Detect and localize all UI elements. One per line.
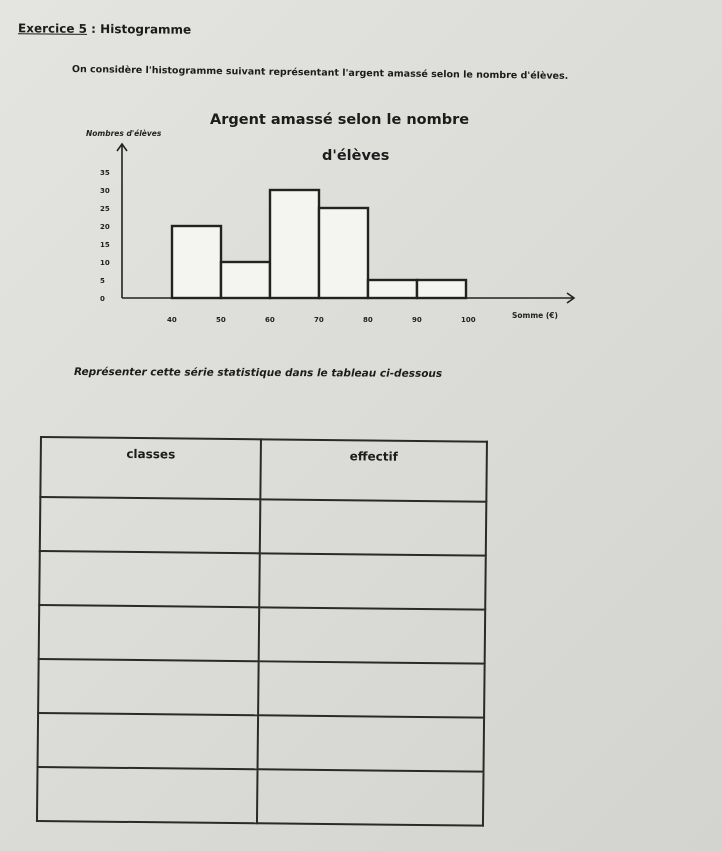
header-effectif: effectif bbox=[260, 439, 487, 501]
x-tick-label: 90 bbox=[412, 316, 422, 324]
y-tick-label: 15 bbox=[100, 241, 110, 249]
table-row bbox=[40, 497, 487, 556]
cell-effectif[interactable] bbox=[257, 769, 484, 825]
cell-classes[interactable] bbox=[37, 767, 258, 823]
y-tick-label: 25 bbox=[100, 205, 110, 213]
x-tick-label: 40 bbox=[167, 316, 177, 324]
cell-classes[interactable] bbox=[40, 497, 261, 553]
cell-classes[interactable] bbox=[39, 551, 260, 607]
instruction-text: Représenter cette série statistique dans le tableau ci-dessous bbox=[73, 366, 443, 380]
table-row bbox=[38, 713, 485, 772]
exercise-subtitle: Histogramme bbox=[100, 21, 192, 37]
cell-effectif[interactable] bbox=[258, 661, 485, 717]
histogram-bar-40-50 bbox=[172, 226, 221, 298]
histogram-bar-70-80 bbox=[319, 208, 368, 298]
table-row bbox=[39, 551, 486, 610]
y-tick-label: 5 bbox=[100, 277, 105, 285]
x-tick-label: 50 bbox=[216, 316, 226, 324]
frequency-table bbox=[36, 436, 488, 827]
header-classes: classes bbox=[40, 437, 261, 499]
y-tick-label: 35 bbox=[100, 169, 110, 177]
histogram-bar-80-90 bbox=[368, 280, 417, 298]
y-tick-label: 20 bbox=[100, 223, 110, 231]
x-axis-label: Somme (€) bbox=[512, 311, 558, 320]
table-header-row bbox=[40, 437, 487, 502]
table-row bbox=[37, 767, 484, 826]
cell-classes[interactable] bbox=[38, 659, 259, 715]
y-tick-label: 0 bbox=[100, 295, 105, 303]
x-tick-label: 100 bbox=[461, 316, 476, 324]
cell-effectif[interactable] bbox=[258, 715, 485, 771]
chart-title-line1: Argent amassé selon le nombre bbox=[210, 112, 470, 128]
table-row bbox=[38, 659, 485, 718]
exercise-separator: : bbox=[87, 21, 101, 36]
exercise-number: Exercice 5 bbox=[18, 21, 87, 36]
histogram-bar-50-60 bbox=[221, 262, 270, 298]
y-tick-label: 10 bbox=[100, 259, 110, 267]
x-tick-label: 60 bbox=[265, 316, 275, 324]
y-axis-label: Nombres d'élèves bbox=[86, 129, 162, 138]
x-tick-label: 70 bbox=[314, 316, 324, 324]
cell-effectif[interactable] bbox=[259, 553, 486, 609]
histogram-bar-90-100 bbox=[417, 280, 466, 298]
chart-title-line2: d'élèves bbox=[322, 148, 390, 164]
table-row bbox=[39, 605, 486, 664]
histogram-chart bbox=[0, 0, 722, 340]
histogram-bar-60-70 bbox=[270, 190, 319, 298]
x-tick-label: 80 bbox=[363, 316, 373, 324]
exercise-statement: On considère l'histogramme suivant représentant l'argent amassé selon le nombre d'élèves. bbox=[71, 64, 569, 82]
cell-effectif[interactable] bbox=[259, 607, 486, 663]
cell-classes[interactable] bbox=[39, 605, 260, 661]
cell-effectif[interactable] bbox=[260, 499, 487, 555]
y-tick-label: 30 bbox=[100, 187, 110, 195]
cell-classes[interactable] bbox=[38, 713, 259, 769]
